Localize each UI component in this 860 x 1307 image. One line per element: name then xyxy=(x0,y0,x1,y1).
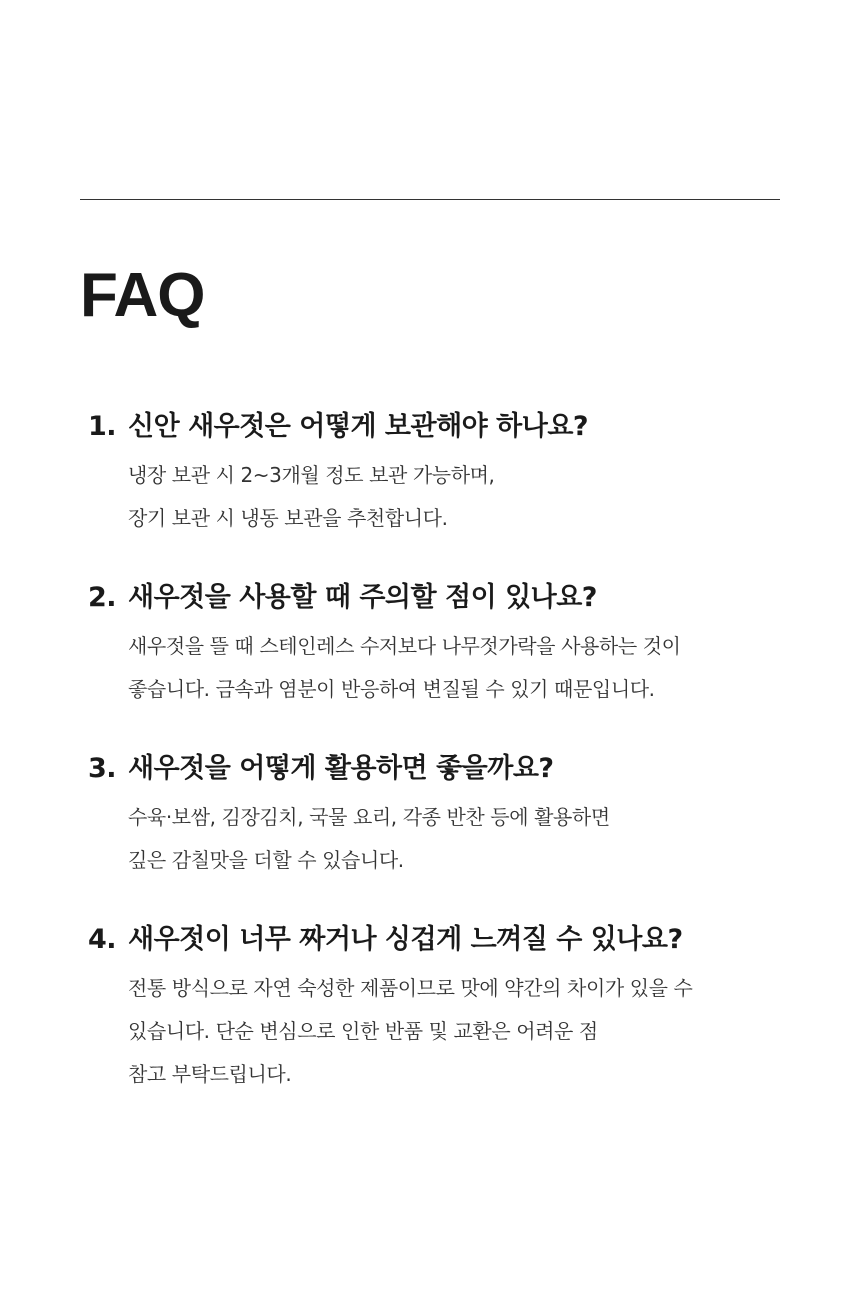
faq-question xyxy=(88,571,788,625)
faq-question-text: 새우젓을 어떻게 활용하면 좋을까요? xyxy=(128,753,554,784)
faq-item-4 xyxy=(88,913,788,1096)
faq-answer-line: 전통 방식으로 자연 숙성한 제품이므로 맛에 약간의 차이가 있을 수 xyxy=(128,976,693,1000)
faq-question-text: 신안 새우젓은 어떻게 보관해야 하나요? xyxy=(128,411,589,442)
faq-number: 4. xyxy=(88,924,117,955)
faq-answer xyxy=(128,625,788,711)
faq-number: 1. xyxy=(88,411,117,442)
faq-answer xyxy=(128,454,788,540)
faq-answer-line: 장기 보관 시 냉동 보관을 추천합니다. xyxy=(128,506,448,530)
faq-answer xyxy=(128,796,788,882)
faq-answer-line: 있습니다. 단순 변심으로 인한 반품 및 교환은 어려운 점 xyxy=(128,1019,598,1043)
faq-number: 3. xyxy=(88,753,117,784)
faq-answer-line: 좋습니다. 금속과 염분이 반응하여 변질될 수 있기 때문입니다. xyxy=(128,677,655,701)
faq-answer-line: 참고 부탁드립니다. xyxy=(128,1062,292,1086)
faq-question xyxy=(88,913,788,967)
faq-answer-line: 새우젓을 뜰 때 스테인레스 수저보다 나무젓가락을 사용하는 것이 xyxy=(128,634,681,658)
faq-question-text: 새우젓을 사용할 때 주의할 점이 있나요? xyxy=(128,582,597,613)
faq-list xyxy=(88,400,788,1127)
faq-item-3 xyxy=(88,742,788,882)
faq-answer-line: 수육·보쌈, 김장김치, 국물 요리, 각종 반찬 등에 활용하면 xyxy=(128,805,610,829)
faq-answer-line: 냉장 보관 시 2~3개월 정도 보관 가능하며, xyxy=(128,463,495,487)
faq-item-2 xyxy=(88,571,788,711)
faq-item-1 xyxy=(88,400,788,540)
section-divider xyxy=(80,199,780,200)
page-title: FAQ xyxy=(80,261,205,330)
faq-question xyxy=(88,400,788,454)
faq-question-text: 새우젓이 너무 짜거나 싱겁게 느껴질 수 있나요? xyxy=(128,924,683,955)
faq-answer xyxy=(128,967,788,1096)
faq-number: 2. xyxy=(88,582,117,613)
faq-question xyxy=(88,742,788,796)
faq-answer-line: 깊은 감칠맛을 더할 수 있습니다. xyxy=(128,848,404,872)
